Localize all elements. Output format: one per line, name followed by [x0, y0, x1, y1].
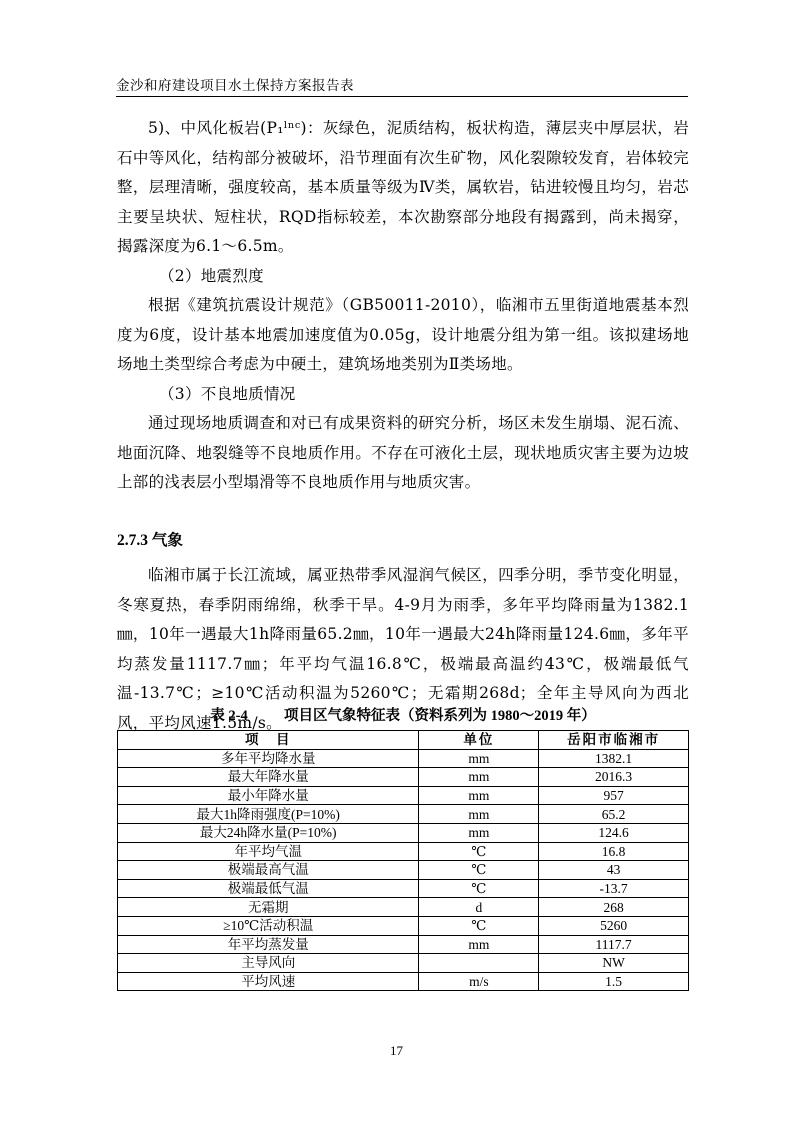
cell-value: 268	[539, 898, 689, 917]
cell-unit: mm	[419, 749, 539, 768]
header-unit: 单位	[419, 731, 539, 750]
cell-value: 43	[539, 861, 689, 880]
cell-unit: mm	[419, 805, 539, 824]
cell-item: 极端最高气温	[118, 861, 419, 880]
table-row	[118, 898, 689, 917]
cell-value: 957	[539, 786, 689, 805]
climate-paragraph: 临湘市属于长江流域，属亚热带季风湿润气候区，四季分明，季节变化明显，冬寒夏热，春季阴雨绵绵，秋季干旱。4-9月为雨季，多年平均降雨量为1382.1㎜，10年一遇最大1h降雨量65.2㎜，10年一遇最大24h降雨量124.6㎜，多年平均蒸发量1117.7㎜；年平均气温16.8℃，极端最高温约43℃，极端最低气温-13.7℃；≥10℃活动积温为5260℃；无霜期268d；全年主导风向为西北风，平均风速1.5m/s。	[117, 566, 689, 732]
cell-item: 年平均蒸发量	[118, 935, 419, 954]
running-header: 金沙和府建设项目水土保持方案报告表	[116, 78, 354, 94]
adverse-geology-paragraph: 通过现场地质调查和对已有成果资料的研究分析，场区未发生崩塌、泥石流、地面沉降、地裂缝等不良地质作用。不存在可液化土层，现状地质灾害主要为边坡上部的浅表层小型塌滑等不良地质作用与地质灾害。	[117, 414, 689, 491]
table-row	[118, 823, 689, 842]
cell-item: 最大24h降水量(P=10%)	[118, 823, 419, 842]
seismic-subheading: （2）地震烈度	[159, 266, 264, 285]
cell-unit: d	[419, 898, 539, 917]
header-divider	[116, 96, 688, 97]
climate-table	[117, 730, 689, 991]
adverse-geology-subheading: （3）不良地质情况	[159, 384, 296, 403]
cell-value: 65.2	[539, 805, 689, 824]
cell-value: 2016.3	[539, 768, 689, 787]
cell-item: 最大年降水量	[118, 768, 419, 787]
table-row	[118, 861, 689, 880]
table-row	[118, 749, 689, 768]
cell-item: 最大1h降雨强度(P=10%)	[118, 805, 419, 824]
cell-unit: ℃	[419, 879, 539, 898]
cell-unit: mm	[419, 786, 539, 805]
cell-value: -13.7	[539, 879, 689, 898]
cell-unit: ℃	[419, 861, 539, 880]
cell-unit: m/s	[419, 972, 539, 991]
cell-value: 16.8	[539, 842, 689, 861]
table-row	[118, 954, 689, 973]
cell-value: 124.6	[539, 823, 689, 842]
cell-value: 1382.1	[539, 749, 689, 768]
page-number: 17	[390, 1043, 403, 1058]
cell-item: ≥10℃活动积温	[118, 916, 419, 935]
geology-text-block	[117, 114, 689, 498]
cell-value: 1117.7	[539, 935, 689, 954]
cell-value: 1.5	[539, 972, 689, 991]
cell-value: NW	[539, 954, 689, 973]
cell-unit	[419, 954, 539, 973]
cell-value: 5260	[539, 916, 689, 935]
table-caption: 表 2-4 项目区气象特征表（资料系列为 1980～2019 年）	[210, 708, 596, 724]
table-row	[118, 842, 689, 861]
table-row	[118, 768, 689, 787]
cell-unit: ℃	[419, 842, 539, 861]
table-row	[118, 805, 689, 824]
cell-item: 无霜期	[118, 898, 419, 917]
cell-unit: mm	[419, 823, 539, 842]
table-row	[118, 972, 689, 991]
cell-unit: mm	[419, 935, 539, 954]
cell-unit: mm	[419, 768, 539, 787]
cell-item: 最小年降水量	[118, 786, 419, 805]
section-heading-climate: 2.7.3 气象	[117, 532, 183, 549]
cell-item: 多年平均降水量	[118, 749, 419, 768]
seismic-paragraph: 根据《建筑抗震设计规范》（GB50011-2010），临湘市五里街道地震基本烈度为6度，设计基本地震加速度值为0.05g，设计地震分组为第一组。该拟建场地场地土类型综合考虑为中硬土，建筑场地类别为Ⅱ类场地。	[117, 296, 689, 373]
cell-item: 年平均气温	[118, 842, 419, 861]
cell-item: 平均风速	[118, 972, 419, 991]
header-item: 项 目	[118, 731, 419, 750]
rock-description-paragraph: 5)、中风化板岩(P₁ˡⁿᶜ)：灰绿色，泥质结构，板状构造，薄层夹中厚层状，岩石中等风化，结构部分被破坏，沿节理面有次生矿物，风化裂隙较发育，岩体较完整，层理清晰，强度较高，基本质量等级为Ⅳ类，属软岩，钻进较慢且均匀，岩芯主要呈块状、短柱状，RQD指标较差，本次勘察部分地段有揭露到，尚未揭穿，揭露深度为6.1～6.5m。	[117, 119, 689, 255]
table-header-row	[118, 731, 689, 750]
cell-item: 主导风向	[118, 954, 419, 973]
cell-item: 极端最低气温	[118, 879, 419, 898]
header-location: 岳阳市临湘市	[539, 731, 689, 750]
table-row	[118, 879, 689, 898]
table-row	[118, 935, 689, 954]
table-row	[118, 786, 689, 805]
table-row	[118, 916, 689, 935]
cell-unit: ℃	[419, 916, 539, 935]
